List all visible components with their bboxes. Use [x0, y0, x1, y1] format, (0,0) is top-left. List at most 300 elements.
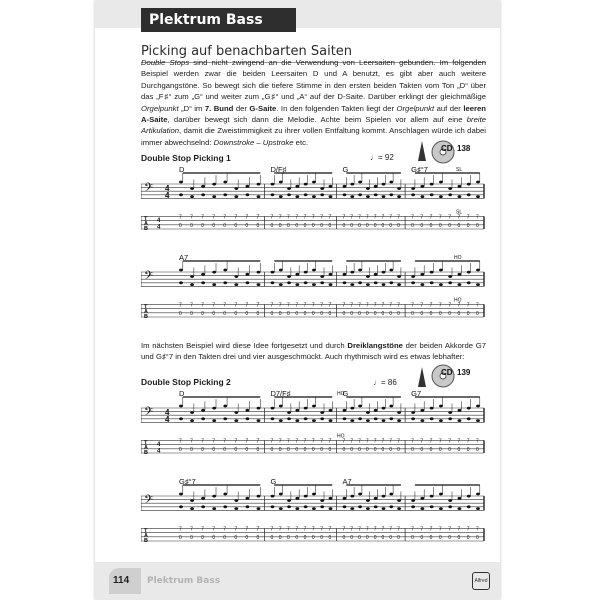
tab-fret: 0 — [328, 534, 332, 541]
note-head — [458, 507, 462, 510]
chord-symbol: G — [342, 165, 349, 174]
chord-symbol: A7 — [179, 253, 189, 262]
tab-clef-letter: B — [144, 226, 148, 232]
note-head — [350, 283, 354, 286]
tab-fret: 0 — [365, 446, 369, 453]
note-head — [312, 283, 316, 286]
note-head — [389, 193, 393, 196]
tab-fret: 7 — [245, 438, 249, 445]
note-head — [382, 195, 386, 198]
tab-fret: 7 — [245, 526, 249, 533]
tab-fret: 7 — [448, 526, 451, 533]
text-run: Downstroke – Upstroke — [213, 137, 294, 147]
note-head — [212, 507, 216, 510]
tab-fret: 7 — [389, 302, 393, 309]
intro-paragraph — [141, 57, 486, 148]
note-head — [320, 411, 324, 414]
note-head — [287, 187, 291, 190]
tab-fret: 0 — [358, 310, 361, 317]
tab-fret: 0 — [328, 310, 332, 317]
tab-fret: 0 — [438, 310, 442, 317]
bass-clef-icon: 𝄢 — [144, 493, 154, 510]
tab-fret: 0 — [397, 310, 400, 317]
technique-mark: HO — [454, 297, 462, 304]
tab-fret: 0 — [420, 534, 424, 541]
note-head — [223, 405, 227, 408]
note-head — [234, 419, 238, 422]
tab-fret: 7 — [223, 214, 227, 221]
tab-fret: 0 — [179, 446, 182, 453]
tab-fret: 0 — [476, 534, 479, 541]
tab-fret: 7 — [295, 302, 299, 309]
text-run: . In den folgenden Takten liegt der — [276, 103, 397, 113]
note-head — [271, 281, 275, 284]
tab-fret: 0 — [256, 534, 260, 541]
tab-fret: 0 — [373, 222, 377, 229]
note-head — [190, 283, 194, 286]
note-head — [448, 193, 452, 196]
note-head — [304, 271, 308, 274]
tab-fret: 0 — [365, 310, 369, 317]
tab-fret: 0 — [411, 534, 414, 541]
tab-fret: 0 — [256, 222, 260, 229]
note-head — [343, 497, 347, 500]
note-head — [234, 275, 238, 278]
note-head — [320, 193, 324, 196]
tab-clef-letter: B — [144, 450, 148, 456]
note-head — [374, 193, 378, 196]
note-head — [467, 183, 471, 186]
tab-fret: 0 — [438, 446, 442, 453]
tab-time-top: 4 — [157, 441, 161, 448]
tab-fret: 0 — [311, 534, 315, 541]
tab-fret: 7 — [389, 438, 393, 445]
tab-fret: 7 — [429, 214, 433, 221]
chord-symbol: D — [179, 389, 185, 398]
example1-system2 — [141, 250, 486, 330]
chord-symbol: D7/F♯ — [270, 389, 291, 398]
tab-fret: 7 — [320, 302, 324, 309]
note-head — [439, 493, 443, 496]
text-run: Orgelpunkt — [141, 103, 179, 113]
tab-fret: 0 — [270, 310, 274, 317]
tab-fret: 0 — [350, 310, 354, 317]
tab-fret: 0 — [476, 310, 479, 317]
note-head — [246, 409, 250, 412]
note-head — [201, 505, 205, 508]
note-head — [304, 407, 308, 410]
note-head — [320, 187, 324, 190]
note-head — [212, 407, 216, 410]
note-head — [382, 407, 386, 410]
time-signature-bottom: 4 — [165, 191, 170, 201]
note-head — [201, 185, 205, 188]
tab-fret: 7 — [179, 526, 182, 533]
note-head — [350, 495, 354, 498]
tab-fret: 7 — [295, 526, 299, 533]
text-run: der — [233, 103, 250, 113]
note-head — [201, 409, 205, 412]
note-head — [411, 499, 415, 502]
tab-fret: 7 — [295, 438, 299, 445]
section-heading: Picking auf benachbarten Saiten — [141, 44, 353, 59]
note-head — [420, 283, 424, 286]
note-head — [223, 281, 227, 284]
note-head — [358, 181, 362, 184]
tab-fret: 0 — [278, 222, 282, 229]
note-head — [312, 269, 316, 272]
note-head — [320, 505, 324, 508]
tab-fret: 7 — [429, 438, 433, 445]
tab-fret: 7 — [311, 214, 315, 221]
note-head — [320, 275, 324, 278]
note-head — [411, 187, 415, 190]
note-head — [476, 283, 480, 286]
note-head — [439, 195, 443, 198]
tab-fret: 0 — [201, 446, 204, 453]
note-head — [458, 273, 462, 276]
bass-clef-icon: 𝄢 — [144, 181, 154, 198]
note-head — [439, 181, 443, 184]
note-head — [257, 507, 261, 510]
note-head — [389, 281, 393, 284]
note-head — [329, 195, 333, 198]
example2-system1 — [141, 386, 486, 476]
note-head — [212, 271, 216, 274]
note-head — [246, 193, 250, 196]
note-head — [279, 405, 283, 408]
tab-fret: 7 — [420, 214, 424, 221]
tab-fret: 0 — [389, 446, 393, 453]
note-head — [271, 417, 275, 420]
note-head — [430, 183, 434, 186]
note-head — [397, 499, 401, 502]
tab-fret: 7 — [234, 438, 238, 445]
note-head — [246, 273, 250, 276]
tab-fret: 7 — [278, 526, 282, 533]
note-head — [212, 419, 216, 422]
tab-fret: 0 — [342, 310, 346, 317]
note-head — [343, 505, 347, 508]
tab-fret: 7 — [466, 526, 470, 533]
note-head — [382, 419, 386, 422]
note-head — [358, 269, 362, 272]
tab-clef-letter: B — [144, 538, 148, 544]
tab-fret: 0 — [256, 446, 260, 453]
tab-fret: 0 — [389, 534, 393, 541]
note-head — [257, 495, 261, 498]
note-head — [430, 417, 434, 420]
note-head — [448, 275, 452, 278]
text-run: Im nächsten Beispiel wird diese Idee fortgesetzt und durch — [141, 341, 348, 350]
note-head — [201, 417, 205, 420]
note-head — [271, 495, 275, 498]
tab-fret: 7 — [397, 526, 400, 533]
tab-fret: 7 — [438, 526, 442, 533]
note-head — [458, 409, 462, 412]
tab-fret: 0 — [438, 534, 442, 541]
note-head — [343, 273, 347, 276]
note-head — [430, 407, 434, 410]
note-head — [246, 497, 250, 500]
tab-fret: 7 — [328, 438, 332, 445]
tab-fret: 7 — [212, 438, 215, 445]
tab-fret: 7 — [342, 438, 346, 445]
note-head — [190, 275, 194, 278]
note-head — [179, 417, 183, 420]
tab-fret: 7 — [448, 302, 451, 309]
tab-fret: 7 — [311, 302, 315, 309]
tab-fret: 7 — [448, 438, 451, 445]
note-head — [287, 499, 291, 502]
tab-fret: 0 — [256, 310, 260, 317]
note-head — [430, 281, 434, 284]
tab-clef-letter: T — [144, 304, 148, 311]
note-head — [223, 493, 227, 496]
example1-system1 — [141, 162, 486, 252]
note-head — [397, 195, 401, 198]
tab-fret: 0 — [287, 446, 290, 453]
tab-fret: 0 — [223, 222, 227, 229]
tab-fret: 0 — [270, 222, 274, 229]
tab-fret: 7 — [320, 214, 324, 221]
text-run: Double Stops — [141, 58, 190, 67]
note-head — [366, 187, 370, 190]
tab-fret: 7 — [438, 438, 442, 445]
tab-fret: 0 — [476, 222, 479, 229]
tab-fret: 0 — [245, 534, 249, 541]
note-head — [257, 283, 261, 286]
note-head — [234, 187, 238, 190]
tab-fret: 0 — [342, 446, 346, 453]
note-head — [257, 195, 261, 198]
tab-fret: 0 — [311, 310, 315, 317]
note-head — [374, 417, 378, 420]
tab-fret: 7 — [287, 214, 290, 221]
tab-fret: 7 — [245, 214, 249, 221]
note-head — [411, 417, 415, 420]
tab-fret: 0 — [350, 222, 354, 229]
tab-fret: 0 — [373, 446, 377, 453]
note-head — [201, 273, 205, 276]
note-head — [304, 193, 308, 196]
tab-fret: 7 — [457, 302, 461, 309]
note-head — [420, 497, 424, 500]
tab-fret: 0 — [420, 446, 424, 453]
tab-fret: 7 — [420, 438, 424, 445]
tab-fret: 7 — [476, 302, 479, 309]
tab-fret: 7 — [457, 526, 461, 533]
tab-fret: 0 — [179, 310, 182, 317]
tab-clef-letter: T — [144, 440, 148, 447]
note-head — [312, 195, 316, 198]
note-head — [374, 409, 378, 412]
tab-time-bottom: 4 — [157, 224, 161, 231]
note-head — [366, 195, 370, 198]
note-head — [179, 269, 183, 272]
tab-fret: 7 — [287, 438, 290, 445]
tab-fret: 0 — [358, 222, 361, 229]
note-head — [329, 283, 333, 286]
note-head — [179, 493, 183, 496]
text-run: , darüber bewegt sich dann die Melodie. Achte beim Spielen vor allem auf eine — [167, 115, 467, 125]
note-head — [358, 405, 362, 408]
note-head — [190, 507, 194, 510]
note-head — [382, 507, 386, 510]
tab-fret: 7 — [448, 214, 451, 221]
chord-symbol: D — [179, 165, 185, 174]
technique-mark: HO — [337, 391, 345, 397]
tab-fret: 7 — [201, 214, 204, 221]
note-head — [467, 271, 471, 274]
tab-fret: 7 — [466, 214, 470, 221]
note-head — [223, 181, 227, 184]
tab-fret: 7 — [287, 526, 290, 533]
tab-fret: 0 — [245, 222, 249, 229]
tab-clef-letter: T — [144, 216, 148, 223]
tab-fret: 0 — [278, 446, 282, 453]
chord-symbol: G♯°7 — [411, 165, 428, 174]
tab-fret: 0 — [303, 222, 307, 229]
note-head — [246, 185, 250, 188]
note-head — [448, 411, 452, 414]
time-signature-top: 4 — [165, 183, 170, 193]
tab-fret: 0 — [397, 222, 400, 229]
note-head — [257, 271, 261, 274]
note-head — [304, 495, 308, 498]
note-head — [212, 283, 216, 286]
tab-fret: 7 — [381, 302, 385, 309]
note-head — [343, 193, 347, 196]
note-head — [397, 411, 401, 414]
tab-fret: 0 — [350, 534, 354, 541]
tab-fret: 0 — [201, 222, 204, 229]
note-head — [190, 419, 194, 422]
note-head — [287, 193, 291, 196]
tab-fret: 7 — [429, 526, 433, 533]
note-head — [439, 269, 443, 272]
tab-fret: 0 — [287, 310, 290, 317]
tab-fret: 7 — [328, 526, 332, 533]
tab-fret: 7 — [320, 526, 324, 533]
note-head — [389, 269, 393, 272]
note-head — [382, 183, 386, 186]
note-head — [458, 419, 462, 422]
chord-symbol: G — [270, 477, 277, 486]
bass-clef-icon: 𝄢 — [144, 269, 154, 286]
note-head — [389, 505, 393, 508]
note-head — [420, 195, 424, 198]
tab-fret: 7 — [287, 302, 290, 309]
tab-fret: 7 — [411, 302, 414, 309]
tab-fret: 0 — [320, 446, 324, 453]
note-head — [201, 193, 205, 196]
example2-cd-label: CD — [441, 368, 453, 377]
note-head — [329, 409, 333, 412]
note-head — [476, 195, 480, 198]
note-head — [223, 269, 227, 272]
note-head — [234, 507, 238, 510]
tab-fret: 0 — [457, 534, 461, 541]
tab-fret: 0 — [234, 446, 238, 453]
text-run: Orgelpunkt — [396, 103, 435, 113]
tab-fret: 7 — [212, 302, 215, 309]
tab-fret: 7 — [373, 526, 377, 533]
note-head — [279, 269, 283, 272]
note-head — [374, 281, 378, 284]
tab-fret: 0 — [358, 446, 361, 453]
technique-mark: HO — [454, 255, 462, 261]
note-head — [295, 283, 299, 286]
tab-fret: 7 — [311, 526, 315, 533]
tab-fret: 0 — [457, 310, 461, 317]
tab-fret: 7 — [295, 214, 299, 221]
note-head — [279, 181, 283, 184]
note-head — [411, 275, 415, 278]
note-head — [295, 195, 299, 198]
note-head — [190, 411, 194, 414]
tab-fret: 0 — [234, 222, 238, 229]
text-run: 7. Bund — [204, 103, 234, 113]
tab-fret: 0 — [411, 222, 414, 229]
tab-fret: 7 — [234, 302, 238, 309]
note-head — [279, 419, 283, 422]
tab-fret: 0 — [365, 222, 369, 229]
note-head — [295, 497, 299, 500]
tab-fret: 0 — [190, 310, 193, 317]
tab-fret: 7 — [223, 526, 227, 533]
tab-fret: 0 — [201, 534, 204, 541]
note-head — [411, 281, 415, 284]
note-head — [350, 183, 354, 186]
bass-clef-icon: 𝄢 — [144, 405, 154, 422]
note-head — [212, 195, 216, 198]
tab-fret: 7 — [429, 302, 433, 309]
chord-symbol: A7 — [342, 477, 352, 486]
note-head — [382, 283, 386, 286]
note-head — [343, 417, 347, 420]
tab-fret: 7 — [342, 526, 346, 533]
mid-paragraph — [141, 340, 486, 363]
tab-fret: 7 — [397, 438, 400, 445]
tab-fret: 7 — [358, 302, 361, 309]
note-head — [234, 499, 238, 502]
note-head — [279, 493, 283, 496]
note-head — [458, 195, 462, 198]
time-signature-top: 4 — [165, 407, 170, 417]
note-head — [304, 183, 308, 186]
tab-fret: 7 — [303, 302, 307, 309]
tab-fret: 0 — [358, 534, 361, 541]
tab-fret: 7 — [303, 214, 307, 221]
note-head — [366, 499, 370, 502]
example2-title: Double Stop Picking 2 — [141, 377, 231, 387]
note-head — [458, 185, 462, 188]
note-head — [467, 505, 471, 508]
note-head — [374, 505, 378, 508]
note-head — [234, 195, 238, 198]
note-head — [467, 417, 471, 420]
tab-fret: 7 — [328, 214, 332, 221]
note-head — [271, 271, 275, 274]
tab-fret: 7 — [358, 214, 361, 221]
tab-fret: 0 — [373, 310, 377, 317]
tab-fret: 7 — [212, 214, 215, 221]
note-head — [304, 505, 308, 508]
tab-fret: 0 — [303, 446, 307, 453]
tab-clef-letter: A — [144, 533, 148, 540]
note-head — [350, 419, 354, 422]
